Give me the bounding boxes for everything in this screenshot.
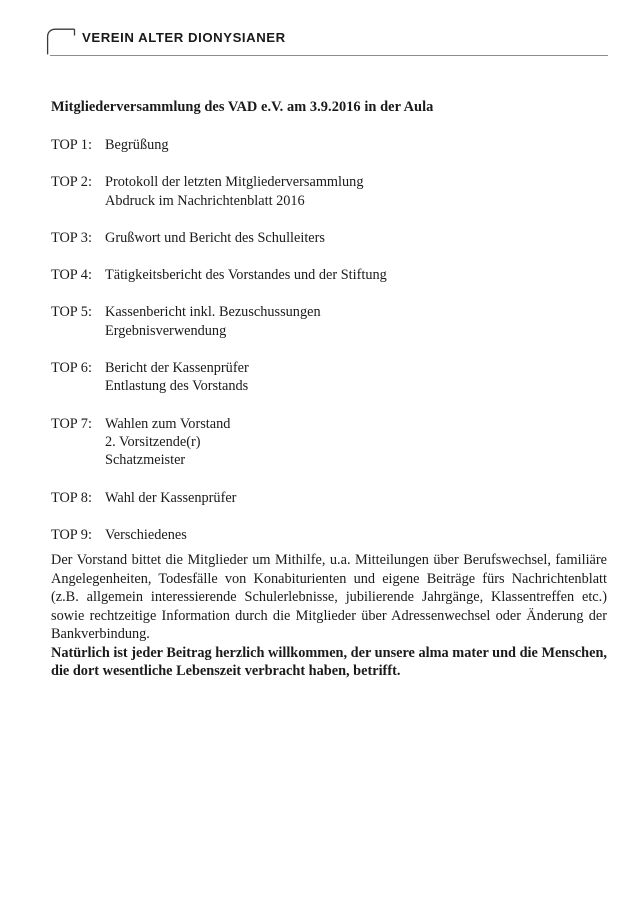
- agenda-line: Bericht der Kassenprüfer: [105, 360, 249, 377]
- agenda-item-content: [105, 229, 607, 247]
- agenda-line: Schatzmeister: [105, 452, 186, 469]
- agenda-item: [51, 173, 607, 210]
- closing-paragraph-bold: Natürlich ist jeder Beitrag herzlich willkommen, der unsere alma mater und die Menschen, die dort wesentliche Lebenszeit verbracht haben, betrifft.: [51, 644, 607, 679]
- page-header: [46, 26, 608, 58]
- agenda-item-label: TOP 3:: [51, 229, 92, 246]
- agenda-item-content: [105, 415, 607, 470]
- closing-paragraph: Der Vorstand bittet die Mitglieder um Mithilfe, u.a. Mitteilungen über Berufswechsel, familiäre Angelegenheiten, Todesfälle von Konabiturienten und eigene Beiträge fürs Nachrichtenblatt (z.B. allgemein interessierende Schulerlebnisse, jubilierende Jahrgänge, Klassentreffen etc.) sowie rechtzeitige Information durch die Mitglieder über Adressenwechsel oder Änderung der Bankverbindung.: [51, 552, 607, 642]
- agenda-item: [51, 136, 607, 154]
- agenda-item-content: [105, 136, 607, 154]
- agenda-item: [51, 229, 607, 247]
- agenda-line: Begrüßung: [105, 137, 169, 153]
- agenda-item-label: TOP 7:: [51, 415, 92, 432]
- agenda-item-label: TOP 1:: [51, 137, 92, 153]
- agenda-line: Protokoll der letzten Mitgliederversammlung: [105, 174, 364, 191]
- agenda-item: [51, 266, 607, 284]
- agenda-item-content: [105, 173, 607, 210]
- agenda-item: [51, 526, 607, 544]
- agenda-line: Verschiedenes: [105, 526, 187, 543]
- agenda-item: [51, 415, 607, 470]
- agenda-item-label: TOP 6:: [51, 360, 92, 377]
- rounded-bracket-logo-icon: [46, 28, 76, 55]
- agenda-item-label: TOP 9:: [51, 526, 92, 543]
- agenda-line: Kassenbericht inkl. Bezuschussungen: [105, 304, 321, 321]
- agenda-item-content: [105, 266, 607, 284]
- agenda-item-label: TOP 4:: [51, 267, 92, 284]
- agenda-line: Wahlen zum Vorstand: [105, 415, 231, 432]
- agenda-item-label: TOP 5:: [51, 304, 92, 321]
- agenda-line: Tätigkeitsbericht des Vorstandes und der Stiftung: [105, 267, 387, 284]
- agenda-item-content: [105, 359, 607, 396]
- header-title: VEREIN ALTER DIONYSIANER: [82, 30, 286, 45]
- agenda-item: [51, 489, 607, 507]
- agenda-item: [51, 303, 607, 340]
- agenda-item-label: TOP 2:: [51, 174, 92, 191]
- agenda-line: Grußwort und Bericht des Schulleiters: [105, 229, 325, 246]
- closing-section: [51, 551, 607, 681]
- agenda-list: [51, 136, 607, 563]
- agenda-item-content: [105, 489, 607, 507]
- agenda-line: Wahl der Kassenprüfer: [105, 489, 237, 506]
- agenda-item-label: TOP 8:: [51, 489, 92, 506]
- agenda-item-content: [105, 526, 607, 544]
- agenda-line: Ergebnisverwendung: [105, 322, 227, 339]
- agenda-line: Abdruck im Nachrichtenblatt 2016: [105, 192, 305, 209]
- page-title: Mitgliederversammlung des VAD e.V. am 3.9.2016 in der Aula: [51, 99, 434, 115]
- agenda-item: [51, 359, 607, 396]
- header-divider: [50, 55, 608, 56]
- agenda-line: 2. Vorsitzende(r): [105, 433, 201, 450]
- agenda-item-content: [105, 303, 607, 340]
- agenda-line: Entlastung des Vorstands: [105, 378, 249, 395]
